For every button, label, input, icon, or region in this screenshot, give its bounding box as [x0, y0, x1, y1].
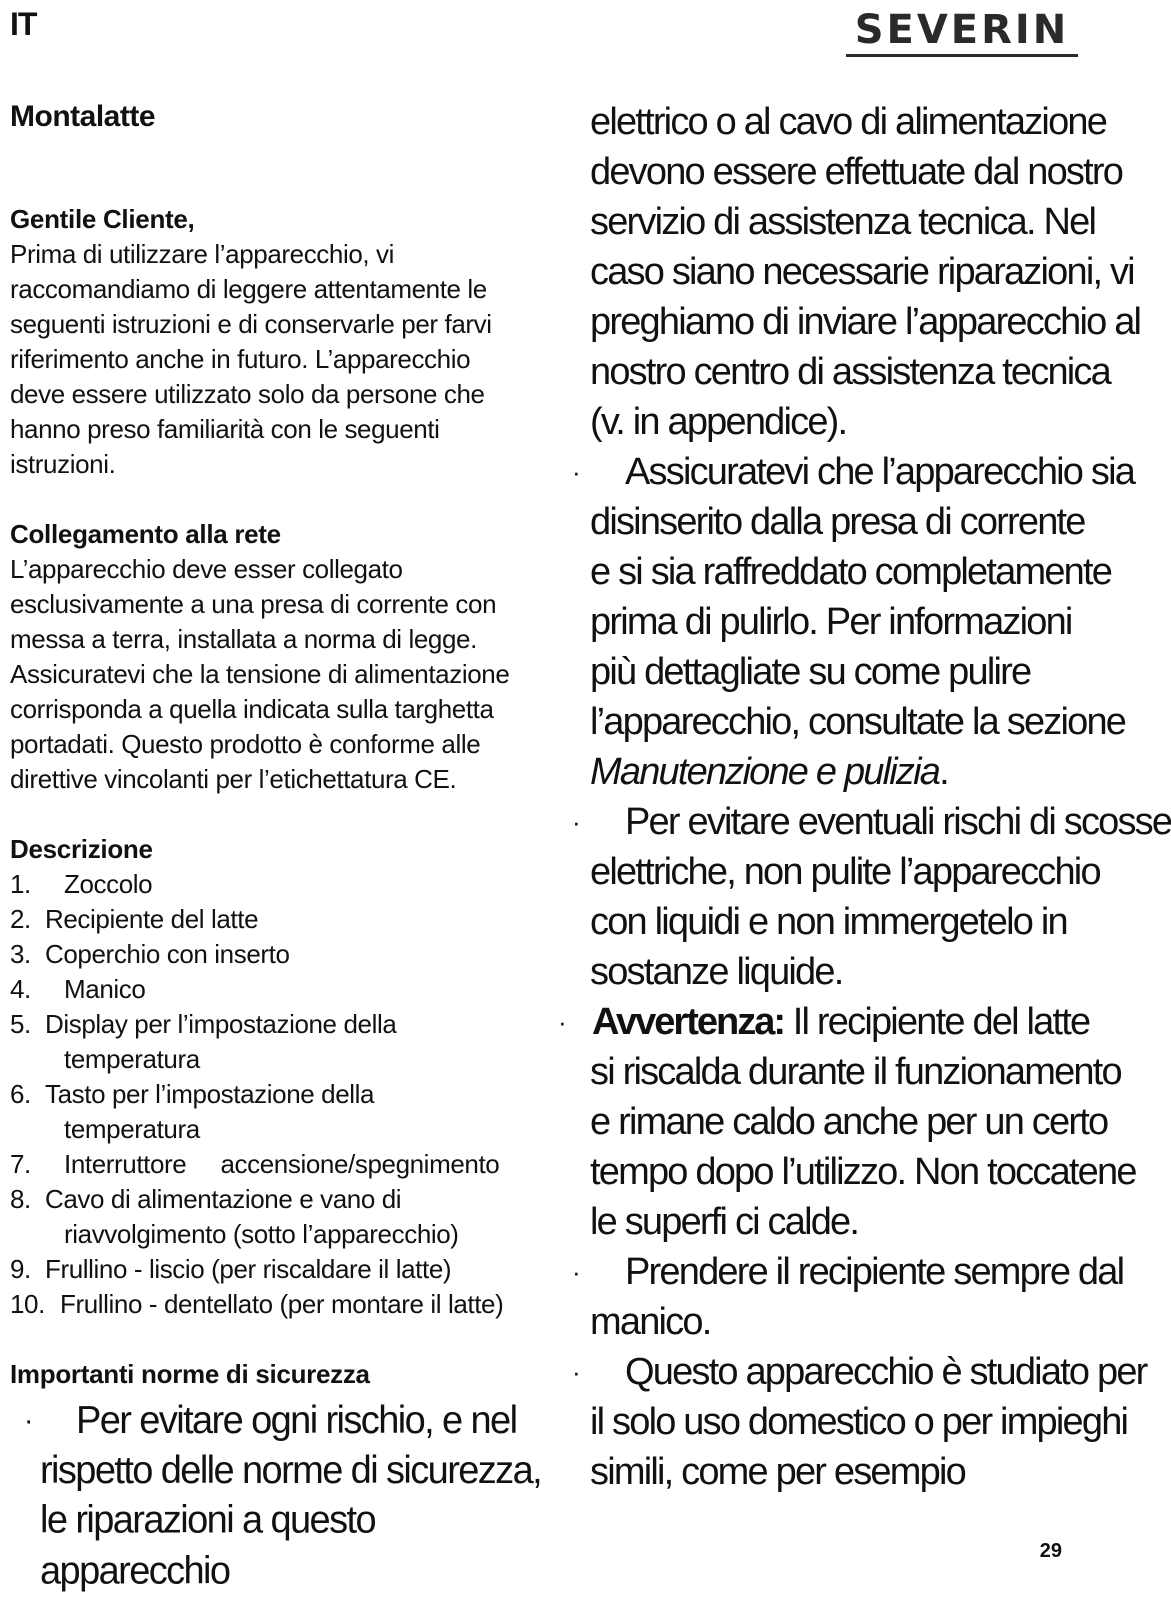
safety-bullet-item — [10, 1396, 550, 1596]
handle-bullet-item — [556, 1247, 1124, 1347]
text-line: · Per evitare eventuali rischi di scosse — [572, 801, 1171, 843]
text-line: l’apparecchio, consultate la sezione — [590, 701, 1126, 743]
text-line: e si sia raffreddato completamente — [590, 551, 1112, 593]
list-item: 7. Interruttore accensione/spegnimento — [10, 1149, 500, 1179]
text-line: deve essere utilizzato solo da persone che — [10, 379, 485, 409]
text-line: (v. in appendice). — [590, 401, 847, 443]
text-line: corrisponda a quella indicata sulla targhetta — [10, 694, 494, 724]
list-item: 5. Display per l’impostazione della — [10, 1009, 397, 1039]
text-line: elettrico o al cavo di alimentazione — [590, 101, 1107, 143]
text-line: sostanze liquide. — [590, 951, 843, 993]
list-item: 8. Cavo di alimentazione e vano di — [10, 1184, 402, 1214]
text-line: caso siano necessarie riparazioni, vi — [590, 251, 1134, 293]
list-item: 2. Recipiente del latte — [10, 904, 259, 934]
language-code: IT — [10, 6, 37, 42]
right-column — [556, 97, 1171, 1497]
page-title: Montalatte — [10, 100, 155, 133]
text-line: direttive vincolanti per l’etichettatura CE. — [10, 764, 457, 794]
domestic-bullet-item — [556, 1347, 1147, 1497]
page-number: 29 — [1039, 1540, 1062, 1562]
text-line: prima di pulirlo. Per informazioni — [590, 601, 1072, 643]
text-line: il solo uso domestico o per impieghi — [590, 1401, 1128, 1443]
list-item: 3. Coperchio con inserto — [10, 939, 290, 969]
text-line: le superfi ci calde. — [590, 1201, 859, 1243]
brand-logo: SEVERIN — [846, 8, 1078, 57]
text-line: Prima di utilizzare l’apparecchio, vi — [10, 239, 395, 269]
text-line: simili, come per esempio — [590, 1451, 965, 1493]
text-line: · Avvertenza: Il recipiente del latte — [558, 1001, 1090, 1043]
left-column — [10, 98, 550, 1596]
text-line: esclusivamente a una presa di corrente con — [10, 589, 497, 619]
safety-heading: Importanti norme di sicurezza — [10, 1359, 370, 1389]
list-item: 9. Frullino - liscio (per riscaldare il latte) — [10, 1254, 452, 1284]
text-line: riferimento anche in futuro. L’apparecchio — [10, 344, 471, 374]
section-reference: Manutenzione e pulizia — [590, 751, 940, 793]
shock-bullet-item — [556, 797, 1171, 997]
text-line: elettriche, non pulite l’apparecchio — [590, 851, 1100, 893]
list-item: 6. Tasto per l’impostazione della — [10, 1079, 375, 1109]
list-item-continuation: riavvolgimento (sotto l’apparecchio) — [64, 1219, 459, 1249]
text-line: Manutenzione e pulizia. — [590, 751, 948, 793]
intro-paragraph — [10, 237, 550, 482]
list-item-continuation: temperatura — [64, 1114, 200, 1144]
text-line: disinserito dalla presa di corrente — [590, 501, 1085, 543]
text-line: messa a terra, installata a norma di legge. — [10, 624, 477, 654]
greeting-heading: Gentile Cliente, — [10, 204, 195, 234]
list-item: 4. Manico — [10, 974, 146, 1004]
connection-heading: Collegamento alla rete — [10, 519, 281, 549]
list-item: 1. Zoccolo — [10, 869, 153, 899]
text-line: seguenti istruzioni e di conservarle per farvi — [10, 309, 492, 339]
text-line: · Assicuratevi che l’apparecchio sia — [572, 451, 1135, 493]
list-item: 10. Frullino - dentellato (per montare il latte) — [10, 1289, 504, 1319]
text-line: manico. — [590, 1301, 711, 1343]
text-line: · Questo apparecchio è studiato per — [572, 1351, 1147, 1393]
text-line: preghiamo di inviare l’apparecchio al — [590, 301, 1141, 343]
repair-continuation — [556, 97, 1141, 447]
warning-label: Avvertenza: — [592, 1001, 785, 1043]
warning-bullet-item — [556, 997, 1136, 1247]
text-line: servizio di assistenza tecnica. Nel — [590, 201, 1096, 243]
text-line: più dettagliate su come pulire — [590, 651, 1031, 693]
text-line: rispetto delle norme di sicurezza, — [40, 1449, 542, 1493]
text-line: si riscalda durante il funzionamento — [590, 1051, 1121, 1093]
description-list — [10, 867, 550, 1322]
connection-paragraph — [10, 552, 550, 797]
text-line: · Prendere il recipiente sempre dal — [572, 1251, 1124, 1293]
cleaning-bullet-item — [556, 447, 1135, 797]
text-line: le riparazioni a questo apparecchio — [40, 1499, 375, 1593]
list-item-continuation: temperatura — [64, 1044, 200, 1074]
text-line: hanno preso familiarità con le seguenti — [10, 414, 440, 444]
text-line: devono essere effettuate dal nostro — [590, 151, 1123, 193]
text-line: Assicuratevi che la tensione di alimentazione — [10, 659, 510, 689]
description-heading: Descrizione — [10, 834, 153, 864]
text-line: con liquidi e non immergetelo in — [590, 901, 1067, 943]
text-line: portadati. Questo prodotto è conforme alle — [10, 729, 481, 759]
text-line: istruzioni. — [10, 449, 116, 479]
text-line: nostro centro di assistenza tecnica — [590, 351, 1110, 393]
text-line: e rimane caldo anche per un certo — [590, 1101, 1108, 1143]
text-line: raccomandiamo di leggere attentamente le — [10, 274, 487, 304]
text-line: L’apparecchio deve esser collegato — [10, 554, 403, 584]
text-line: · Per evitare ogni rischio, e nel — [24, 1399, 517, 1443]
text-line: tempo dopo l’utilizzo. Non toccatene — [590, 1151, 1136, 1193]
